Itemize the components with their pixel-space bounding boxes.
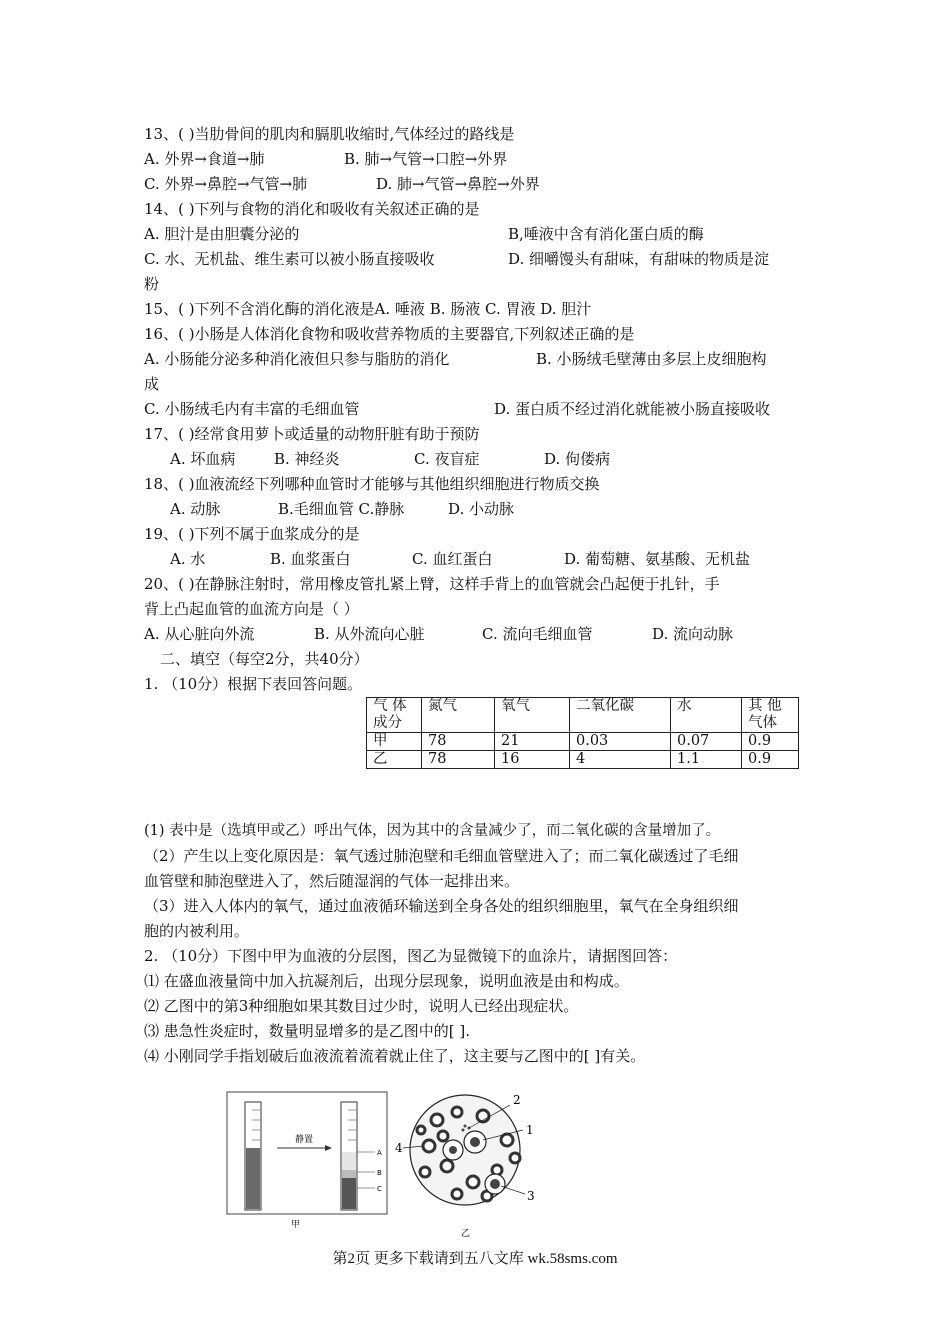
q18-option-bc: B.毛细血管 C.静脉 [278, 500, 405, 518]
table-cell: 0.9 [742, 751, 799, 769]
table-cell: 0.9 [742, 733, 799, 751]
p2-sub3: ⑶ 患急性炎症时，数量明显增多的是乙图中的[ ]. [144, 1022, 471, 1040]
table-cell: 0.03 [570, 733, 671, 751]
q14-option-a: A. 胆汁是由胆囊分泌的 [144, 225, 300, 243]
p1-sub3: （3）进入人体内的氧气，通过血液循环输送到全身各处的组织细胞里，氧气在全身组织细 [144, 897, 739, 915]
q14-stem: 14、( )下列与食物的消化和吸收有关叙述正确的是 [144, 200, 480, 218]
q17-option-c: C. 夜盲症 [414, 450, 480, 468]
table-header-cell: 气 体 成分 [367, 698, 422, 733]
q19-option-d: D. 葡萄糖、氨基酸、无机盐 [564, 550, 751, 568]
q14-option-d: D. 细嚼馒头有甜味，有甜味的物质是淀 [508, 250, 770, 268]
p1-sub1: (1) 表中是（选填甲或乙）呼出气体，因为其中的含量减少了，而二氧化碳的含量增加了。 [144, 823, 721, 839]
q19-stem: 19、( )下列不属于血浆成分的是 [144, 525, 360, 543]
table-header-cell: 二氧化碳 [570, 698, 671, 733]
figure-b-caption: 乙 [461, 1229, 471, 1239]
q13-option-c: C. 外界→鼻腔→气管→肺 [144, 175, 308, 193]
table-header-cell: 氮气 [422, 698, 495, 733]
q19-option-b: B. 血浆蛋白 [270, 550, 351, 568]
q13-option-d: D. 肺→气管→鼻腔→外界 [376, 175, 540, 193]
q16-option-b: B. 小肠绒毛壁薄由多层上皮细胞构 [536, 350, 767, 368]
page-footer: 第2页 更多下载请到五八文库 wk.58sms.com [332, 1251, 618, 1267]
p2-sub2: ⑵ 乙图中的第3种细胞如果其数目过少时，说明人已经出现症状。 [144, 997, 579, 1015]
p1-sub2-cont: 血管壁和肺泡壁进入了，然后随湿润的气体一起排出来。 [144, 872, 520, 890]
p1-sub3-cont: 胞的内被利用。 [144, 922, 250, 940]
q13-stem: 13、( )当肋骨间的肌肉和膈肌收缩时,气体经过的路线是 [144, 125, 515, 143]
table-cell: 1.1 [671, 751, 742, 769]
q20-stem: 20、( )在静脉注射时，常用橡皮管扎紧上臂，这样手背上的血管就会凸起便于扎针，手 [144, 575, 720, 593]
q16-option-c: C. 小肠绒毛内有丰富的毛细血管 [144, 400, 360, 418]
gas-composition-table [366, 697, 799, 769]
q17-stem: 17、( )经常食用萝卜或适量的动物肝脏有助于预防 [144, 425, 480, 443]
p2-sub1: ⑴ 在盛血液量筒中加入抗凝剂后，出现分层现象，说明血液是由和构成。 [144, 972, 629, 990]
p1-sub2: （2）产生以上变化原因是：氧气透过肺泡壁和毛细血管壁进入了；而二氧化碳透过了毛细 [144, 847, 739, 865]
q20-stem-cont: 背上凸起血管的血流方向是（ ） [144, 600, 359, 618]
arrow-label: 静置 [295, 1135, 314, 1145]
section2-title: 二、填空（每空2分，共40分） [160, 650, 369, 668]
cell-label-3: 3 [527, 1189, 535, 1203]
table-row [367, 751, 799, 769]
q16-stem: 16、( )小肠是人体消化食物和吸收营养物质的主要器官,下列叙述正确的是 [144, 325, 635, 343]
cell-label-4: 4 [395, 1141, 403, 1155]
table-cell: 乙 [367, 751, 422, 769]
measuring-cylinder-left [245, 1102, 261, 1210]
cell-label-1: 1 [526, 1123, 534, 1137]
layer-label-b: B [377, 1169, 382, 1177]
p2-intro: 2. （10分）下图中甲为血液的分层图，图乙为显微镜下的血涂片，请据图回答： [144, 947, 678, 965]
layer-label-a: A [377, 1149, 382, 1157]
table-cell: 78 [422, 733, 495, 751]
q17-option-a: A. 坏血病 [170, 450, 236, 468]
q14-option-b: B,唾液中含有消化蛋白质的酶 [508, 225, 704, 243]
q17-option-d: D. 佝偻病 [544, 450, 611, 468]
blood-smear-circle [410, 1095, 520, 1205]
table-row [367, 733, 799, 751]
arrow-icon [277, 1145, 332, 1151]
table-cell: 甲 [367, 733, 422, 751]
table-header-cell: 氧气 [495, 698, 570, 733]
table-cell: 16 [495, 751, 570, 769]
p2-sub4: ⑷ 小刚同学手指划破后血液流着流着就止住了，这主要与乙图中的[ ]有关。 [144, 1047, 646, 1065]
q18-option-a: A. 动脉 [170, 500, 221, 518]
table-cell: 21 [495, 733, 570, 751]
layer-label-c: C [377, 1185, 382, 1193]
q13-option-a: A. 外界→食道→肺 [144, 150, 265, 168]
p1-intro: 1. （10分）根据下表回答问题。 [144, 675, 363, 693]
q20-option-d: D. 流向动脉 [652, 625, 734, 643]
q18-stem: 18、( )血液流经下列哪种血管时才能够与其他组织细胞进行物质交换 [144, 475, 600, 493]
table-cell: 78 [422, 751, 495, 769]
q15-stem: 15、( )下列不含消化酶的消化液是A. 唾液 B. 肠液 C. 胃液 D. 胆汁 [144, 300, 592, 318]
blood-figure [225, 1090, 555, 1240]
q20-option-c: C. 流向毛细血管 [482, 625, 593, 643]
table-header-row [367, 698, 799, 733]
q20-option-b: B. 从外流向心脏 [314, 625, 425, 643]
measuring-cylinder-right [341, 1102, 375, 1210]
q19-option-c: C. 血红蛋白 [412, 550, 493, 568]
q16-option-b-cont: 成 [144, 375, 160, 393]
table-header-cell: 其 他 气体 [742, 698, 799, 733]
q16-option-d: D. 蛋白质不经过消化就能被小肠直接吸收 [494, 400, 771, 418]
table-cell: 4 [570, 751, 671, 769]
q19-option-a: A. 水 [170, 550, 206, 568]
q18-option-d: D. 小动脉 [448, 500, 515, 518]
q17-option-b: B. 神经炎 [274, 450, 340, 468]
q16-option-a: A. 小肠能分泌多种消化液但只参与脂肪的消化 [144, 350, 450, 368]
q13-option-b: B. 肺→气管→口腔→外界 [344, 150, 508, 168]
table-cell: 0.07 [671, 733, 742, 751]
q14-option-c: C. 水、无机盐、维生素可以被小肠直接吸收 [144, 250, 435, 268]
table-header-cell: 水 [671, 698, 742, 733]
cell-label-2: 2 [513, 1093, 521, 1107]
q14-option-d-cont: 粉 [144, 275, 160, 293]
q20-option-a: A. 从心脏向外流 [144, 625, 255, 643]
figure-a-caption: 甲 [291, 1220, 301, 1230]
